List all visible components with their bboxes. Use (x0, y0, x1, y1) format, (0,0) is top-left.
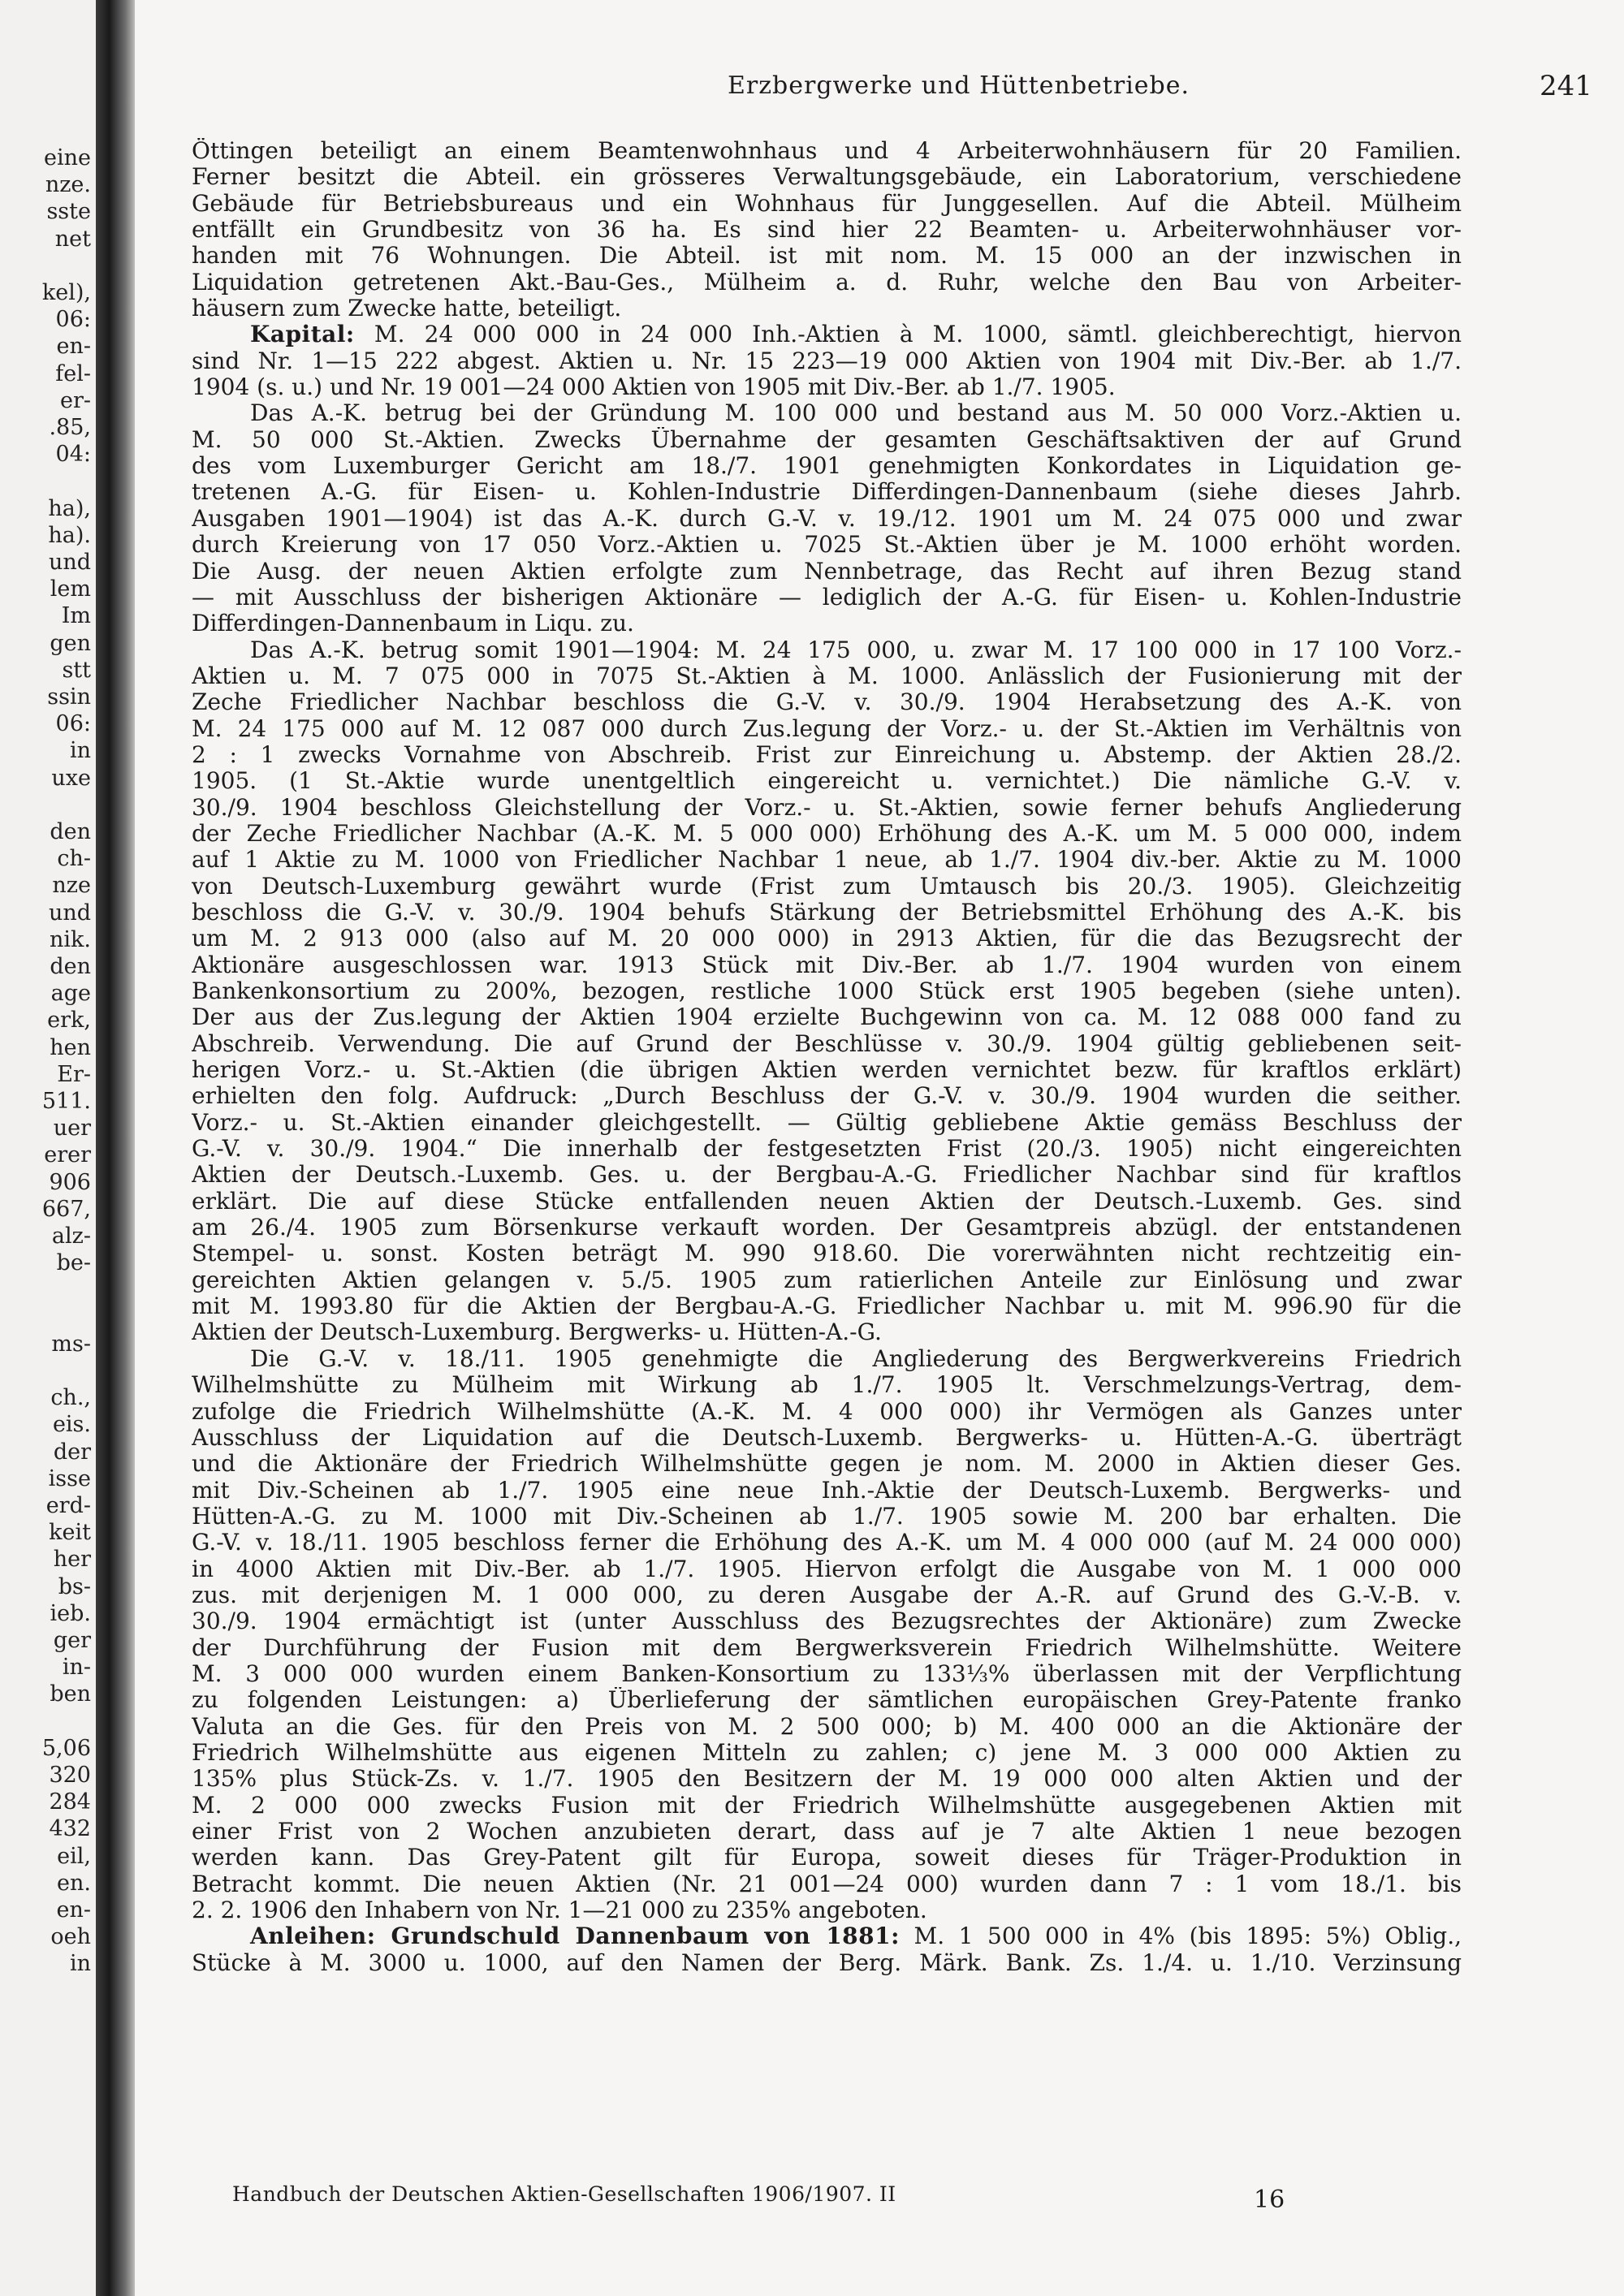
text-line: G.-V. v. 18./11. 1905 beschloss ferner die Erhöhung des A.-K. um M. 4 000 000 (auf M. 24 000 000) (192, 1530, 1462, 1556)
text-line: Aktien der Deutsch-Luxemburg. Bergwerks- u. Hütten-A.-G. (192, 1319, 882, 1346)
left-page-fragment: fel- (55, 360, 91, 386)
page-number: 241 (1540, 70, 1592, 102)
text-line: beschloss die G.-V. v. 30./9. 1904 behufs Stärkung der Betriebsmittel Erhöhung des A.-K. bis (192, 899, 1462, 926)
text-line: 30./9. 1904 ermächtigt ist (unter Ausschluss des Bezugsrechtes der Aktionäre) zum Zwecke (192, 1608, 1462, 1635)
left-page-fragment: und (48, 550, 91, 575)
left-page-fragment: 06: (55, 307, 91, 333)
text-line: von Deutsch-Luxemburg gewährt wurde (Frist zum Umtausch bis 20./3. 1905). Gleichzeitig (192, 873, 1462, 900)
text-line: Ausschluss der Liquidation auf die Deutsch-Luxemb. Bergwerks- u. Hütten-A.-G. überträgt (192, 1424, 1462, 1451)
left-page-fragment: en- (56, 1897, 91, 1923)
text-line: zufolge die Friedrich Wilhelmshütte (A.-K. M. 4 000 000) ihr Vermögen als Ganzes unter (192, 1398, 1462, 1425)
text-line: Aktionäre ausgeschlossen war. 1913 Stück mit Div.-Ber. ab 1./7. 1904 wurden von einem (192, 952, 1462, 978)
text-line: 2 : 1 zwecks Vornahme von Abschreib. Frist zur Einreichung u. Abstemp. der Aktien 28./2. (192, 741, 1462, 768)
left-page-fragment: Im (61, 603, 91, 629)
section-heading: Anleihen: Grundschuld Dannenbaum von 1881: (250, 1923, 900, 1950)
left-page-fragment: oeh (50, 1924, 91, 1950)
left-page-fragment: lem (50, 576, 91, 602)
text-line: Der aus der Zus.legung der Aktien 1904 erzielte Buchgewinn von ca. M. 12 088 000 fand zu (192, 1004, 1462, 1031)
text-line: mit M. 1993.80 für die Aktien der Bergbau-A.-G. Friedlicher Nachbar u. mit M. 996.90 für die (192, 1293, 1462, 1320)
text-line: Ausgaben 1901—1904) ist das A.-K. durch G.-V. v. 19./12. 1901 um M. 24 075 000 und zwar (192, 505, 1462, 532)
left-page-fragment: er- (59, 387, 91, 413)
text-line: 1904 (s. u.) und Nr. 19 001—24 000 Aktien von 1905 mit Div.-Ber. ab 1./7. 1905. (192, 374, 1116, 401)
text-line: in 4000 Aktien mit Div.-Ber. ab 1./7. 1905. Hiervon erfolgt die Ausgabe von M. 1 000 000 (192, 1556, 1462, 1582)
text-line-content: M. 24 000 000 in 24 000 Inh.-Aktien à M. 1000, sämtl. gleichberechtigt, hiervon (354, 322, 1462, 348)
text-line: M. 3 000 000 wurden einem Banken-Konsortium zu 133⅓% überlassen mit der Verpflichtung (192, 1660, 1462, 1687)
left-page-edge (0, 0, 96, 2296)
left-page-fragment: en- (56, 334, 91, 360)
text-line: M. 50 000 St.-Aktien. Zwecks Übernahme der gesamten Geschäftsaktiven der auf Grund (192, 426, 1462, 453)
left-page-fragment: keit (49, 1520, 91, 1546)
left-page-fragment: net (54, 226, 91, 252)
text-line: Zeche Friedlicher Nachbar beschloss die G.-V. v. 30./9. 1904 Herabsetzung des A.-K. von (192, 689, 1462, 716)
left-page-fragment: und (48, 900, 91, 926)
left-page-fragment: nik. (50, 926, 91, 952)
text-line: herigen Vorz.- u. St.-Aktien (die übrigen Aktien werden vernichtet bezw. für kraftlos erklärt) (192, 1057, 1462, 1084)
left-page-fragment: 5,06 (41, 1735, 91, 1761)
text-line: um M. 2 913 000 (also auf M. 20 000 000) in 2913 Aktien, für die das Bezugsrecht der (192, 926, 1462, 952)
text-line: Öttingen beteiligt an einem Beamtenwohnhaus und 4 Arbeiterwohnhäusern für 20 Familien. (192, 138, 1462, 164)
left-page-fragment: 906 (49, 1169, 91, 1195)
text-line: Vorz.- u. St.-Aktien einander gleichgestellt. — Gültig gebliebene Aktie gemäss Beschluss der (192, 1109, 1462, 1136)
left-page-fragment: 04: (55, 442, 91, 468)
left-page-fragment: ssin (47, 684, 91, 710)
text-line: zu folgenden Leistungen: a) Überlieferung der sämtlichen europäischen Grey-Patente franko (192, 1687, 1462, 1714)
left-page-fragment: her (53, 1547, 91, 1573)
text-line: 30./9. 1904 beschloss Gleichstellung der Vorz.- u. St.-Aktien, sowie ferner behufs Angliederung (192, 794, 1462, 821)
left-page-fragment: hen (50, 1034, 91, 1060)
left-page-fragment: en. (57, 1870, 91, 1896)
left-page-fragment: kel), (41, 280, 91, 305)
left-page-fragment: .85, (49, 415, 91, 440)
text-line: Die G.-V. v. 18./11. 1905 genehmigte die Angliederung des Bergwerkvereins Friedrich (250, 1345, 1462, 1372)
left-page-fragment: nze (52, 873, 91, 899)
text-line: Stücke à M. 3000 u. 1000, auf den Namen der Berg. Märk. Bank. Zs. 1./4. u. 1./10. Verzinsung (192, 1949, 1462, 1976)
text-line: entfällt ein Grundbesitz von 36 ha. Es sind hier 22 Beamten- u. Arbeiterwohnhäuser vor- (192, 217, 1462, 244)
left-page-fragment: 511. (41, 1089, 91, 1114)
left-page-fragment: ms- (51, 1331, 91, 1357)
left-page-fragment: 667, (41, 1196, 91, 1222)
left-page-fragment: ch., (50, 1385, 91, 1411)
left-page-fragment: ch- (57, 846, 91, 872)
left-page-fragment: der (53, 1439, 91, 1465)
text-line: der Durchführung der Fusion mit dem Bergwerksverein Friedrich Wilhelmshütte. Weitere (192, 1634, 1462, 1661)
text-line: G.-V. v. 30./9. 1904.“ Die innerhalb der festgesetzten Frist (20./3. 1905) nicht eingereichten (192, 1136, 1462, 1163)
text-line: gereichten Aktien gelangen v. 5./5. 1905 zum ratierlichen Anteile zur Einlösung und zwar (192, 1267, 1462, 1293)
left-page-fragment: ha), (48, 495, 91, 521)
text-line-content: M. 1 500 000 in 4% (bis 1895: 5%) Oblig., (899, 1923, 1462, 1950)
left-page-fragment: in- (62, 1655, 91, 1681)
text-line: tretenen A.-G. für Eisen- u. Kohlen-Industrie Differdingen-Dannenbaum (siehe dieses Jahrb. (192, 479, 1462, 506)
left-page-fragment: erd- (45, 1493, 91, 1518)
left-page-fragment: in (69, 738, 91, 764)
text-line: Stempel- u. sonst. Kosten beträgt M. 990 918.60. Die vorerwähnten nicht rechtzeitig ein- (192, 1241, 1462, 1267)
left-page-fragment: alz- (51, 1224, 91, 1249)
left-page-fragment: 320 (49, 1763, 91, 1788)
text-line: 2. 2. 1906 den Inhabern von Nr. 1—21 000 zu 235% angeboten. (192, 1897, 927, 1924)
left-page-fragment: 06: (55, 711, 91, 737)
text-line: Betracht kommt. Die neuen Aktien (Nr. 21 001—24 000) wurden dann 7 : 1 vom 18./1. bis (192, 1871, 1462, 1897)
left-page-fragment: sste (46, 199, 91, 225)
left-page-fragment: 432 (49, 1816, 91, 1842)
left-page-fragment: stt (62, 657, 91, 683)
running-head: Erzbergwerke und Hüttenbetriebe. (728, 71, 1190, 100)
text-line: der Zeche Friedlicher Nachbar (A.-K. M. 5 000 000) Erhöhung des A.-K. um M. 5 000 000, indem (192, 820, 1462, 847)
section-heading: Kapital: (250, 322, 355, 348)
text-line: Aktien der Deutsch.-Luxemb. Ges. u. der Bergbau-A.-G. Friedlicher Nachbar sind für kraftlos (192, 1162, 1462, 1189)
text-line: und die Aktionäre der Friedrich Wilhelmshütte gegen je nom. M. 2000 in Aktien dieser Ges. (192, 1451, 1462, 1478)
left-page-fragment: ger (53, 1628, 91, 1653)
text-line (192, 322, 1462, 347)
left-page-fragment: ben (50, 1681, 91, 1707)
left-page-fragment: bs- (58, 1573, 91, 1599)
text-line: M. 24 175 000 auf M. 12 087 000 durch Zus.legung der Vorz.- u. der St.-Aktien im Verhältnis von (192, 715, 1462, 742)
text-line: mit Div.-Scheinen ab 1./7. 1905 eine neue Inh.-Aktie der Deutsch-Luxemb. Bergwerks- und (192, 1477, 1462, 1504)
left-page-fragment: ieb. (50, 1600, 91, 1626)
left-page-fragment: erk, (47, 1008, 91, 1034)
sheet-signature: 16 (1254, 2186, 1285, 2214)
text-line: Differdingen-Dannenbaum in Liqu. zu. (192, 611, 634, 637)
text-line: auf 1 Aktie zu M. 1000 von Friedlicher Nachbar 1 neue, ab 1./7. 1904 div.-ber. Aktie zu M. 1000 (192, 847, 1462, 874)
text-line: Hütten-A.-G. zu M. 1000 mit Div.-Scheinen ab 1./7. 1905 sowie M. 200 bar erhalten. Die (192, 1503, 1462, 1530)
left-page-fragment: erer (44, 1142, 91, 1168)
text-line: Valuta an die Ges. für den Preis von M. 2 500 000; b) M. 400 000 an die Aktionäre der (192, 1713, 1462, 1740)
left-page-fragment: in (69, 1951, 91, 1977)
text-line: Aktien u. M. 7 075 000 in 7075 St.-Aktien à M. 1000. Anlässlich der Fusionierung mit der (192, 662, 1462, 689)
text-line (192, 1923, 1462, 1949)
text-line: Liquidation getretenen Akt.-Bau-Ges., Mülheim a. d. Ruhr, welche den Bau von Arbeiter- (192, 269, 1462, 296)
left-page-fragment: eil, (57, 1843, 91, 1869)
text-line: einer Frist von 2 Wochen anzubieten derart, dass auf je 7 alte Aktien 1 neue bezogen (192, 1819, 1462, 1845)
text-line: häusern zum Zwecke hatte, beteiligt. (192, 296, 622, 322)
left-page-fragment: ha). (48, 522, 91, 548)
text-line: Wilhelmshütte zu Mülheim mit Wirkung ab 1./7. 1905 lt. Verschmelzungs-Vertrag, dem- (192, 1372, 1462, 1399)
text-line: zus. mit derjenigen M. 1 000 000, zu deren Ausgabe der A.-R. auf Grund des G.-V.-B. v. (192, 1582, 1462, 1608)
text-line: Gebäude für Betriebsbureaus und ein Wohnhaus für Junggesellen. Auf die Abteil. Mülheim (192, 190, 1462, 217)
text-line: erhielten den folg. Aufdruck: „Durch Beschluss der G.-V. v. 30./9. 1904 wurden die seither. (192, 1083, 1462, 1110)
text-line: 1905. (1 St.-Aktie wurde unentgeltlich eingereicht u. vernichtet.) Die nämliche G.-V. v. (192, 768, 1462, 795)
text-line: Friedrich Wilhelmshütte aus eigenen Mitteln zu zahlen; c) jene M. 3 000 000 Aktien zu (192, 1739, 1462, 1766)
left-page-fragment: be- (56, 1250, 91, 1276)
text-line: Das A.-K. betrug somit 1901—1904: M. 24 175 000, u. zwar M. 17 100 000 in 17 100 Vorz.- (250, 637, 1462, 663)
left-page-fragment: uxe (51, 765, 91, 791)
left-page-fragment: den (50, 954, 91, 979)
left-page-fragment: nze. (45, 172, 91, 198)
text-line: — mit Ausschluss der bisherigen Aktionäre — lediglich der A.-G. für Eisen- u. Kohlen-Industrie (192, 584, 1462, 611)
text-line: werden kann. Das Grey-Patent gilt für Europa, soweit dieses für Träger-Produktion in (192, 1845, 1462, 1871)
left-page-fragment: age (50, 981, 91, 1007)
left-page-fragment: 284 (49, 1789, 91, 1815)
left-page-fragment: gen (50, 630, 91, 656)
left-page-fragment: den (50, 819, 91, 844)
page-footer: Handbuch der Deutschen Aktien-Gesellschaften 1906/1907. II (232, 2182, 896, 2206)
text-line: Bankenkonsortium zu 200%, bezogen, restliche 1000 Stück erst 1905 begeben (siehe unten). (192, 978, 1462, 1004)
left-page-fragment: eis. (52, 1412, 91, 1438)
left-page-fragment: eine (44, 145, 91, 170)
text-line: erklärt. Die auf diese Stücke entfallenden neuen Aktien der Deutsch.-Luxemb. Ges. sind (192, 1188, 1462, 1215)
text-line: handen mit 76 Wohnungen. Die Abteil. ist mit nom. M. 15 000 an der inzwischen in (192, 243, 1462, 270)
text-line: sind Nr. 1—15 222 abgest. Aktien u. Nr. 15 223—19 000 Aktien von 1904 mit Div.-Ber. ab 1./7. (192, 347, 1462, 374)
text-line: des vom Luxemburger Gericht am 18./7. 1901 genehmigten Konkordates in Liquidation ge- (192, 453, 1462, 480)
book-gutter (96, 0, 135, 2296)
text-line: M. 2 000 000 zwecks Fusion mit der Friedrich Wilhelmshütte ausgegebenen Aktien mit (192, 1792, 1462, 1819)
text-line: Abschreib. Verwendung. Die auf Grund der Beschlüsse v. 30./9. 1904 gültig gebliebenen seit- (192, 1030, 1462, 1057)
text-line: Das A.-K. betrug bei der Gründung M. 100 000 und bestand aus M. 50 000 Vorz.-Aktien u. (250, 400, 1462, 427)
left-page-fragment: uer (53, 1116, 91, 1142)
text-line: Ferner besitzt die Abteil. ein grösseres Verwaltungsgebäude, ein Laboratorium, verschiedene (192, 164, 1462, 191)
body-text (192, 138, 1462, 1976)
text-line: durch Kreierung von 17 050 Vorz.-Aktien u. 7025 St.-Aktien über je M. 1000 erhöht worden. (192, 532, 1462, 559)
left-page-fragment: isse (48, 1465, 91, 1491)
text-line: am 26./4. 1905 zum Börsenkurse verkauft worden. Der Gesamtpreis abzügl. der entstandenen (192, 1215, 1462, 1241)
text-line: 135% plus Stück-Zs. v. 1./7. 1905 den Besitzern der M. 19 000 000 alten Aktien und der (192, 1766, 1462, 1793)
left-page-fragment: Er- (57, 1061, 91, 1087)
text-line: Die Ausg. der neuen Aktien erfolgte zum Nennbetrage, das Recht auf ihren Bezug stand (192, 558, 1462, 585)
